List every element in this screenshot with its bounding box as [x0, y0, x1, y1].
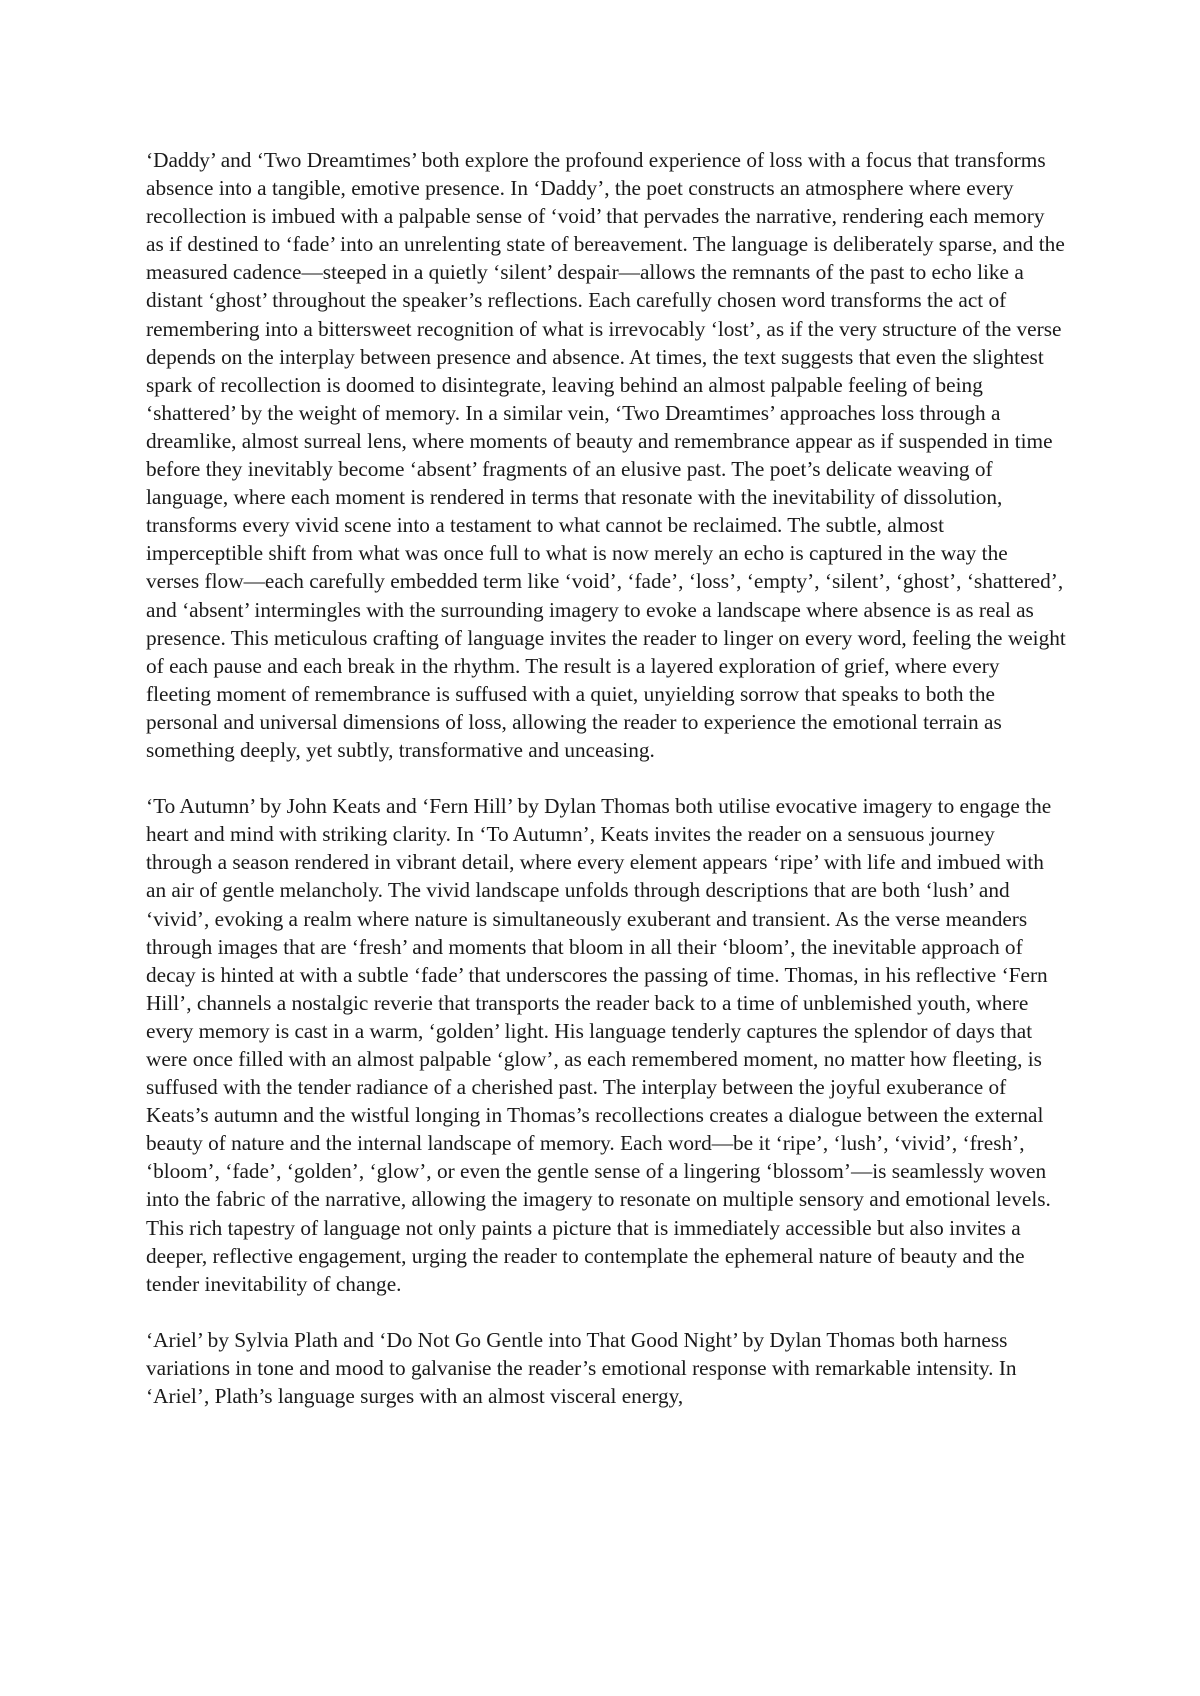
document-page: [146, 146, 1066, 1438]
paragraph-daddy-two-dreamtimes: ‘Daddy’ and ‘Two Dreamtimes’ both explore the profound experience of loss with a focus that transforms absence into a tangible, emotive presence. In ‘Daddy’, the poet constructs an atmosphere where every recollection is imbued with a palpable sense of ‘void’ that pervades the narrative, rendering each memory as if destined to ‘fade’ into an unrelenting state of bereavement. The language is deliberately sparse, and the measured cadence—steeped in a quietly ‘silent’ despair—allows the remnants of the past to echo like a distant ‘ghost’ throughout the speaker’s reflections. Each carefully chosen word transforms the act of remembering into a bittersweet recognition of what is irrevocably ‘lost’, as if the very structure of the verse depends on the interplay between presence and absence. At times, the text suggests that even the slightest spark of recollection is doomed to disintegrate, leaving behind an almost palpable feeling of being ‘shattered’ by the weight of memory. In a similar vein, ‘Two Dreamtimes’ approaches loss through a dreamlike, almost surreal lens, where moments of beauty and remembrance appear as if suspended in time before they inevitably become ‘absent’ fragments of an elusive past. The poet’s delicate weaving of language, where each moment is rendered in terms that resonate with the inevitability of dissolution, transforms every vivid scene into a testament to what cannot be reclaimed. The subtle, almost imperceptible shift from what was once full to what is now merely an echo is captured in the way the verses flow—each carefully embedded term like ‘void’, ‘fade’, ‘loss’, ‘empty’, ‘silent’, ‘ghost’, ‘shattered’, and ‘absent’ intermingles with the surrounding imagery to evoke a landscape where absence is as real as presence. This meticulous crafting of language invites the reader to linger on every word, feeling the weight of each pause and each break in the rhythm. The result is a layered exploration of grief, where every fleeting moment of remembrance is suffused with a quiet, unyielding sorrow that speaks to both the personal and universal dimensions of loss, allowing the reader to experience the emotional terrain as something deeply, yet subtly, transformative and unceasing.: [146, 148, 1066, 762]
paragraph-to-autumn-fern-hill: ‘To Autumn’ by John Keats and ‘Fern Hill’ by Dylan Thomas both utilise evocative imagery to engage the heart and mind with striking clarity. In ‘To Autumn’, Keats invites the reader on a sensuous journey through a season rendered in vibrant detail, where every element appears ‘ripe’ with life and imbued with an air of gentle melancholy. The vivid landscape unfolds through descriptions that are both ‘lush’ and ‘vivid’, evoking a realm where nature is simultaneously exuberant and transient. As the verse meanders through images that are ‘fresh’ and moments that bloom in all their ‘bloom’, the inevitable approach of decay is hinted at with a subtle ‘fade’ that underscores the passing of time. Thomas, in his reflective ‘Fern Hill’, channels a nostalgic reverie that transports the reader back to a time of unblemished youth, where every memory is cast in a warm, ‘golden’ light. His language tenderly captures the splendor of days that were once filled with an almost palpable ‘glow’, as each remembered moment, no matter how fleeting, is suffused with the tender radiance of a cherished past. The interplay between the joyful exuberance of Keats’s autumn and the wistful longing in Thomas’s recollections creates a dialogue between the external beauty of nature and the internal landscape of memory. Each word—be it ‘ripe’, ‘lush’, ‘vivid’, ‘fresh’, ‘bloom’, ‘fade’, ‘golden’, ‘glow’, or even the gentle sense of a lingering ‘blossom’—is seamlessly woven into the fabric of the narrative, allowing the imagery to resonate on multiple sensory and emotional levels. This rich tapestry of language not only paints a picture that is immediately accessible but also invites a deeper, reflective engagement, urging the reader to contemplate the ephemeral nature of beauty and the tender inevitability of change.: [146, 794, 1052, 1296]
paragraph-ariel-do-not-go-gentle: ‘Ariel’ by Sylvia Plath and ‘Do Not Go Gentle into That Good Night’ by Dylan Thomas both harness variations in tone and mood to galvanise the reader’s emotional response with remarkable intensity. In ‘Ariel’, Plath’s language surges with an almost visceral energy,: [146, 1327, 1017, 1409]
